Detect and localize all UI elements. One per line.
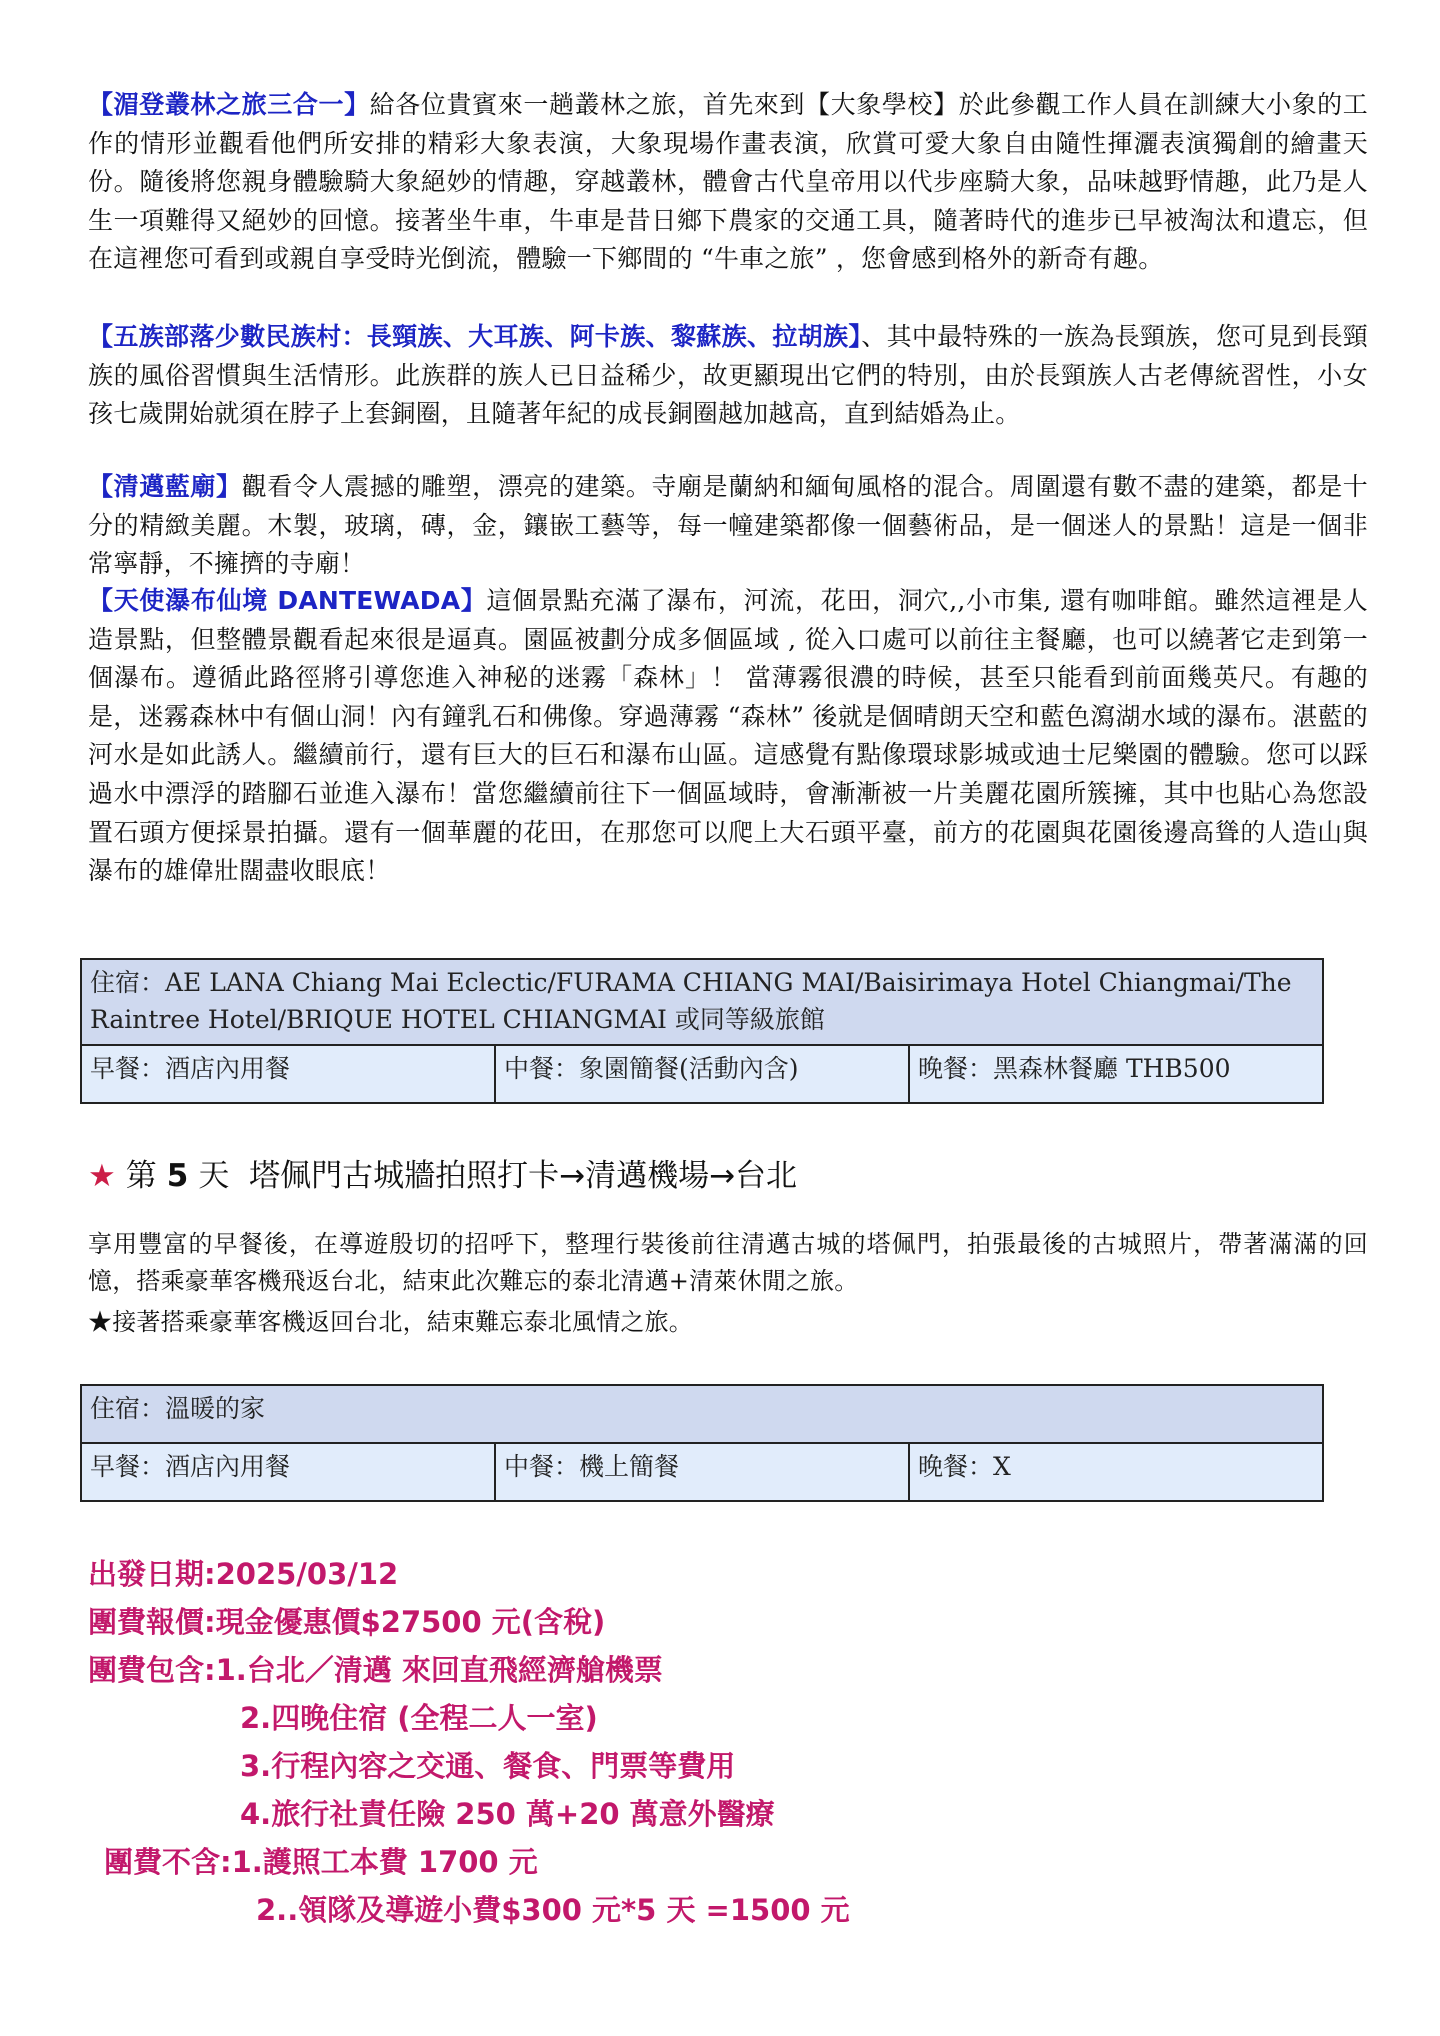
day-prefix: 第 (125, 1158, 157, 1194)
includes-item: 4.旅行社責任險 250 萬+20 萬意外醫療 (240, 1797, 775, 1831)
includes-item: 3.行程內容之交通、餐食、門票等費用 (240, 1749, 736, 1783)
dinner-cell: 晚餐：X (909, 1443, 1323, 1501)
attraction-title: 【天使瀑布仙境 DANTEWADA】 (88, 586, 487, 615)
stay-cell: 住宿：AE LANA Chiang Mai Eclectic/FURAMA CHIANG MAI/Baisirimaya Hotel Chiangmai/The Raintree Hotel/BRIQUE HOTEL CHIANGMAI 或同等級旅館 (81, 959, 1323, 1045)
attraction-title: 【清邁藍廟】 (88, 472, 242, 501)
attraction-title: 【五族部落少數民族村：長頸族、大耳族、阿卡族、黎蘇族、拉胡族】 (88, 322, 862, 351)
day5-note: ★接著搭乘豪華客機返回台北，結束難忘泰北風情之旅。 (88, 1308, 693, 1336)
attraction-text: 給各位貴賓來一趟叢林之旅，首先來到【大象學校】於此參觀工作人員在訓練大小象的工作的情形並觀看他們所安排的精彩大象表演，大象現場作畫表演，欣賞可愛大象自由隨性揮灑表演獨創的繪畫天份。隨後將您親身體驗騎大象絕妙的情趣，穿越叢林，體會古代皇帝用以代步座騎大象，品味越野情趣，此乃是人生一項難得又絕妙的回憶。接著坐牛車，牛車是昔日鄉下農家的交通工具，隨著時代的進步已早被淘汰和遺忘，但在這裡您可看到或親自享受時光倒流，體驗一下鄉間的 “牛車之旅” ，您會感到格外的新奇有趣。 (88, 90, 1368, 274)
attraction-text: 、其中最特殊的一族為長頸族，您可見到長頸族的風俗習慣與生活情形。此族群的族人已日益稀少，故更顯現出它們的特別，由於長頸族人古老傳統習性，小女孩七歲開始就須在脖子上套銅圈，且隨著年紀的成長銅圈越加越高，直到結婚為止。 (88, 322, 1368, 429)
lunch-cell: 中餐：機上簡餐 (495, 1443, 909, 1501)
day4-info-table (80, 958, 1324, 1104)
includes-item: 2.四晚住宿 (全程二人一室) (240, 1701, 598, 1735)
lunch-cell: 中餐：象園簡餐(活動內含) (495, 1045, 909, 1103)
meal-row (81, 1443, 1323, 1501)
attraction-title: 【湄登叢林之旅三合一】 (88, 90, 370, 119)
attraction-text: 觀看令人震撼的雕塑，漂亮的建築。寺廟是蘭納和緬甸風格的混合。周圍還有數不盡的建築，都是十分的精緻美麗。木製，玻璃，磚，金，鑲嵌工藝等，每一幢建築都像一個藝術品，是一個迷人的景點！這是一個非常寧靜，不擁擠的寺廟！ (88, 472, 1368, 579)
includes-item: 團費包含:1.台北／清邁 來回直飛經濟艙機票 (88, 1653, 663, 1687)
attraction-jungle-tour (88, 86, 1368, 279)
attraction-dantewada (88, 582, 1368, 891)
breakfast-cell: 早餐：酒店內用餐 (81, 1443, 495, 1501)
attraction-text: 這個景點充滿了瀑布，河流，花田，洞穴,,小市集, 還有咖啡館。雖然這裡是人造景點，但整體景觀看起來很是逼真。園區被劃分成多個區域 , 從入口處可以前往主餐廳，也可以繞著它走到第一個瀑布。遵循此路徑將引導您進入神秘的迷霧「森林」！ 當薄霧很濃的時候，甚至只能看到前面幾英尺。有趣的是，迷霧森林中有個山洞！內有鐘乳石和佛像。穿過薄霧 “森林” 後就是個晴朗天空和藍色瀉湖水域的瀑布。湛藍的河水是如此誘人。繼續前行，還有巨大的巨石和瀑布山區。這感覺有點像環球影城或迪士尼樂園的體驗。您可以踩過水中漂浮的踏腳石並進入瀑布！當您繼續前往下一個區域時，會漸漸被一片美麗花園所簇擁，其中也貼心為您設置石頭方便採景拍攝。還有一個華麗的花田，在那您可以爬上大石頭平臺，前方的花園與花園後邊高聳的人造山與瀑布的雄偉壯闊盡收眼底！ (88, 586, 1368, 886)
attraction-ethnic-village (88, 318, 1368, 434)
star-icon: ★ (88, 1158, 116, 1194)
day5-info-table (80, 1384, 1324, 1502)
stay-cell: 住宿：溫暖的家 (81, 1385, 1323, 1443)
excludes-item: 2..領隊及導遊小費$300 元*5 天 =1500 元 (256, 1893, 850, 1927)
day-number: 5 (166, 1158, 189, 1194)
dinner-cell: 晚餐：黑森林餐廳 THB500 (909, 1045, 1323, 1103)
departure-date: 出發日期:2025/03/12 (88, 1557, 399, 1591)
day-unit: 天 (198, 1158, 230, 1194)
tour-price: 團費報價:現金優惠價$27500 元(含稅) (88, 1605, 606, 1639)
breakfast-cell: 早餐：酒店內用餐 (81, 1045, 495, 1103)
day5-title (88, 1150, 797, 1195)
meal-row (81, 1045, 1323, 1103)
stay-row (81, 959, 1323, 1045)
excludes-item: 團費不含:1.護照工本費 1700 元 (104, 1845, 538, 1879)
stay-row (81, 1385, 1323, 1443)
day5-description: 享用豐富的早餐後，在導遊殷切的招呼下，整理行裝後前往清邁古城的塔佩門，拍張最後的古城照片，帶著滿滿的回憶，搭乘豪華客機飛返台北，結束此次難忘的泰北清邁+清萊休閒之旅。 (88, 1230, 1368, 1295)
day-route: 塔佩門古城牆拍照打卡→清邁機場→台北 (249, 1158, 798, 1194)
attraction-blue-temple (88, 468, 1368, 584)
